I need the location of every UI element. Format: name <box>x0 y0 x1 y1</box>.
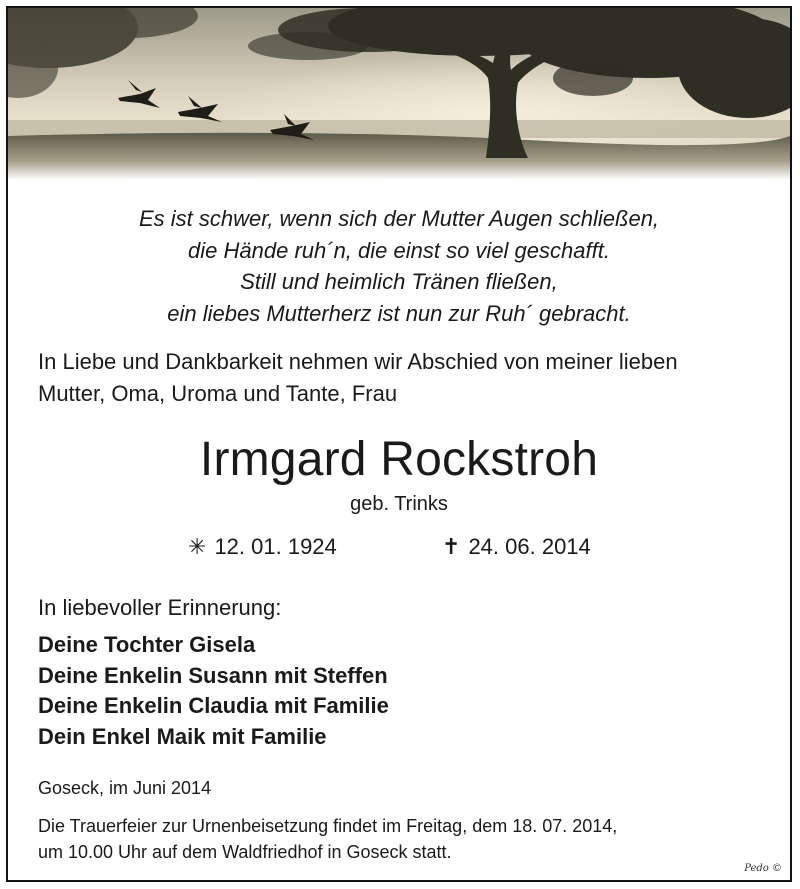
intro-line: Mutter, Oma, Uroma und Tante, Frau <box>38 380 398 406</box>
landscape-illustration <box>8 8 790 180</box>
banner-image <box>8 8 790 180</box>
credit-mark: Pedo © <box>744 863 782 874</box>
poem-line: Still und heimlich Tränen fließen, <box>240 269 558 294</box>
poem-line: Es ist schwer, wenn sich der Mutter Augen schließen, <box>138 206 660 231</box>
death-date-line <box>442 531 591 563</box>
obituary-notice <box>6 6 792 882</box>
family-member: Deine Tochter Gisela <box>38 632 256 657</box>
intro-line: In Liebe und Dankbarkeit nehmen wir Abschied von meiner lieben <box>38 349 678 374</box>
place-date: Goseck, im Juni 2014 <box>38 778 212 798</box>
poem-line: die Hände ruh´n, die einst so viel geschafft. <box>188 237 610 263</box>
death-date: 24. 06. 2014 <box>468 534 591 559</box>
funeral-service-info <box>38 813 778 865</box>
deceased-name: Irmgard Rockstroh <box>199 433 599 486</box>
intro-text <box>38 346 778 409</box>
birth-date-line <box>188 531 337 563</box>
service-line: Die Trauerfeier zur Urnenbeisetzung findet im Freitag, dem 18. 07. 2014, <box>38 816 618 836</box>
poem-line: ein liebes Mutterherz ist nun zur Ruh´ gebracht. <box>167 300 631 326</box>
service-line: um 10.00 Uhr auf dem Waldfriedhof in Goseck statt. <box>38 842 452 862</box>
birth-date: 12. 01. 1924 <box>214 534 337 559</box>
family-list <box>38 630 389 752</box>
birth-star-icon: ✳ <box>188 534 207 559</box>
memory-heading: In liebevoller Erinnerung: <box>38 595 282 620</box>
maiden-name: geb. Trinks <box>350 493 448 515</box>
family-member: Deine Enkelin Susann mit Steffen <box>38 662 388 688</box>
family-member: Deine Enkelin Claudia mit Familie <box>38 693 389 718</box>
death-cross-icon: ✝ <box>442 534 461 559</box>
poem-verse <box>8 203 790 329</box>
family-member: Dein Enkel Maik mit Familie <box>38 723 327 749</box>
